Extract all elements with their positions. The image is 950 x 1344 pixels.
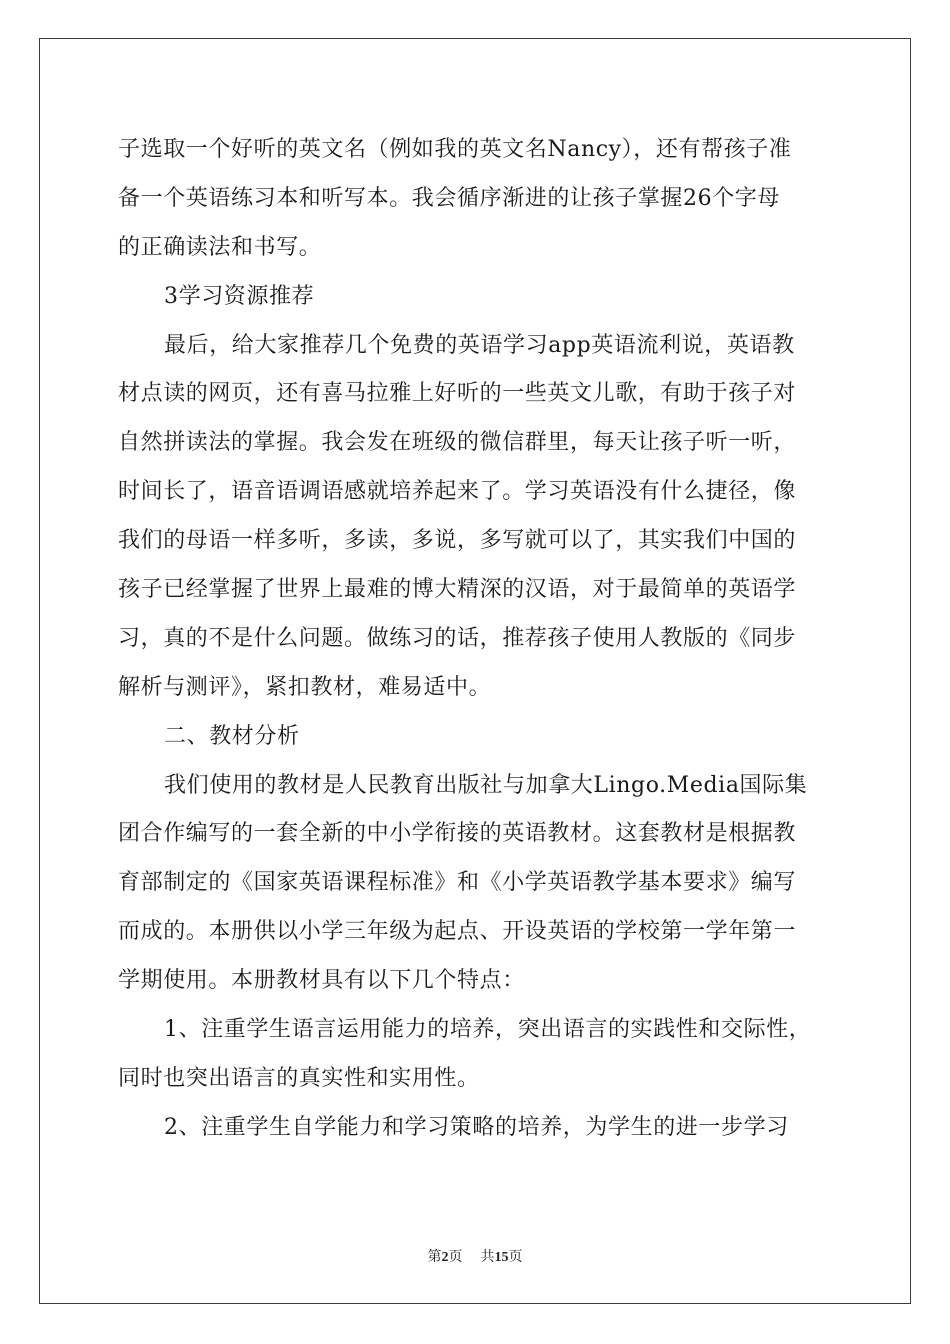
page-current: 2 <box>441 1250 449 1265</box>
total-unit: 页 <box>508 1249 523 1265</box>
text-line: 团合作编写的一套全新的中小学衔接的英语教材。这套教材是根据教 <box>118 821 797 847</box>
text-line: 备一个英语练习本和听写本。我会循序渐进的让孩子掌握26个字母 <box>118 185 780 211</box>
text-line: 子选取一个好听的英文名（例如我的英文名Nancy），还有帮孩子准 <box>118 137 792 162</box>
text-line: 材点读的网页，还有喜马拉雅上好听的一些英文儿歌，有助于孩子对 <box>118 381 797 407</box>
document-body <box>118 126 836 1153</box>
text-line: 的正确读法和书写。 <box>118 234 322 260</box>
section-heading: 3学习资源推荐 <box>164 283 315 309</box>
text-line: 我们的母语一样多听，多读，多说，多写就可以了，其实我们中国的 <box>118 528 797 554</box>
text-line: 自然拼读法的掌握。我会发在班级的微信群里，每天让孩子听一听， <box>118 430 797 456</box>
text-line: 学期使用。本册教材具有以下几个特点： <box>118 968 525 994</box>
text-line: 育部制定的《国家英语课程标准》和《小学英语教学基本要求》编写 <box>118 870 797 896</box>
text-line: 解析与测评》，紧扣教材，难易适中。 <box>118 674 492 700</box>
text-line: 1、注重学生语言运用能力的培养，突出语言的实践性和交际性， <box>164 1017 812 1043</box>
section-heading: 二、教材分析 <box>164 723 300 749</box>
text-line: 最后，给大家推荐几个免费的英语学习app英语流利说，英语教 <box>164 332 795 358</box>
text-line: 孩子已经掌握了世界上最难的博大精深的汉语，对于最简单的英语学 <box>118 577 797 603</box>
page-footer <box>0 1246 950 1266</box>
page-total: 15 <box>494 1250 509 1265</box>
total-prefix: 共 <box>480 1249 495 1265</box>
page-unit: 页 <box>448 1249 463 1265</box>
text-line: 时间长了，语音语调语感就培养起来了。学习英语没有什么捷径，像 <box>118 479 797 505</box>
text-line: 习，真的不是什么问题。做练习的话，推荐孩子使用人教版的《同步 <box>118 625 797 651</box>
text-line: 而成的。本册供以小学三年级为起点、开设英语的学校第一学年第一 <box>118 919 797 945</box>
page-prefix: 第 <box>427 1249 442 1265</box>
text-line: 2、注重学生自学能力和学习策略的培养，为学生的进一步学习 <box>164 1114 789 1140</box>
text-line: 同时也突出语言的真实性和实用性。 <box>118 1065 480 1091</box>
text-line: 我们使用的教材是人民教育出版社与加拿大Lingo.Media国际集 <box>164 772 808 798</box>
